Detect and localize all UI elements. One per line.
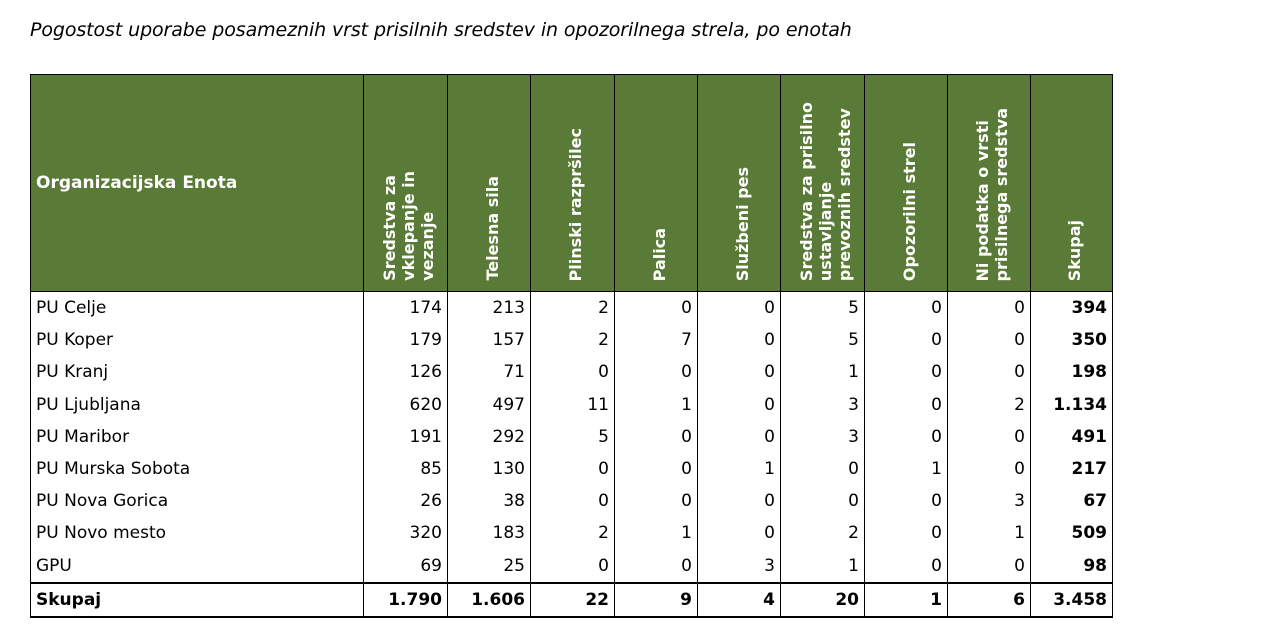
unit-name: PU Kranj xyxy=(31,356,364,388)
unit-name: PU Nova Gorica xyxy=(31,485,364,517)
table-cell: 0 xyxy=(615,485,698,517)
column-header-label: Telesna sila xyxy=(482,176,502,281)
table-cell: 0 xyxy=(698,356,781,388)
column-header-label: Skupaj xyxy=(1065,219,1084,281)
table-cell: 191 xyxy=(364,421,448,453)
total-cell: 1 xyxy=(865,583,948,617)
table-row xyxy=(31,292,1113,325)
column-header xyxy=(448,75,531,292)
column-header-label: Ni podatka o vrsti prisilnega sredstva xyxy=(973,107,1011,281)
table-cell: 3 xyxy=(781,421,865,453)
row-total: 394 xyxy=(1031,292,1113,325)
row-total: 98 xyxy=(1031,550,1113,583)
row-total: 350 xyxy=(1031,324,1113,356)
table-cell: 0 xyxy=(698,421,781,453)
table-cell: 1 xyxy=(781,356,865,388)
table-cell: 38 xyxy=(448,485,531,517)
table-cell: 2 xyxy=(531,517,615,549)
column-header xyxy=(698,75,781,292)
table-cell: 0 xyxy=(948,356,1031,388)
table-cell: 25 xyxy=(448,550,531,583)
table-cell: 0 xyxy=(615,356,698,388)
table-row xyxy=(31,356,1113,388)
row-total: 67 xyxy=(1031,485,1113,517)
table-cell: 85 xyxy=(364,453,448,485)
table-body xyxy=(31,292,1113,583)
table-cell: 620 xyxy=(364,389,448,421)
table-cell: 0 xyxy=(615,550,698,583)
table-cell: 0 xyxy=(531,356,615,388)
table-row xyxy=(31,485,1113,517)
table-cell: 320 xyxy=(364,517,448,549)
total-cell: 3.458 xyxy=(1031,583,1113,617)
table-cell: 0 xyxy=(948,453,1031,485)
table-cell: 0 xyxy=(698,517,781,549)
table-cell: 0 xyxy=(698,389,781,421)
table-cell: 183 xyxy=(448,517,531,549)
table-cell: 0 xyxy=(615,453,698,485)
table-cell: 497 xyxy=(448,389,531,421)
table-cell: 3 xyxy=(948,485,1031,517)
table-cell: 0 xyxy=(948,421,1031,453)
table-cell: 3 xyxy=(698,550,781,583)
table-cell: 0 xyxy=(948,324,1031,356)
column-header-unit: Organizacijska Enota xyxy=(31,75,364,292)
total-cell: 1.790 xyxy=(364,583,448,617)
row-total: 1.134 xyxy=(1031,389,1113,421)
table-cell: 157 xyxy=(448,324,531,356)
table-cell: 2 xyxy=(531,292,615,325)
table-cell: 2 xyxy=(948,389,1031,421)
column-header xyxy=(364,75,448,292)
table-cell: 0 xyxy=(531,485,615,517)
table-cell: 0 xyxy=(865,421,948,453)
unit-name: PU Novo mesto xyxy=(31,517,364,549)
unit-name: GPU xyxy=(31,550,364,583)
table-row xyxy=(31,517,1113,549)
table-cell: 1 xyxy=(615,389,698,421)
table-cell: 71 xyxy=(448,356,531,388)
table-cell: 126 xyxy=(364,356,448,388)
table-cell: 1 xyxy=(865,453,948,485)
table-cell: 5 xyxy=(531,421,615,453)
column-header xyxy=(1031,75,1113,292)
total-label: Skupaj xyxy=(31,583,364,617)
header-row xyxy=(31,75,1113,292)
total-cell: 22 xyxy=(531,583,615,617)
column-header xyxy=(615,75,698,292)
table-cell: 0 xyxy=(615,421,698,453)
table-row xyxy=(31,389,1113,421)
table-cell: 0 xyxy=(531,453,615,485)
total-row xyxy=(31,583,1113,617)
table-cell: 1 xyxy=(948,517,1031,549)
table-cell: 0 xyxy=(865,356,948,388)
row-total: 217 xyxy=(1031,453,1113,485)
table-cell: 0 xyxy=(698,292,781,325)
table-cell: 0 xyxy=(698,485,781,517)
total-cell: 6 xyxy=(948,583,1031,617)
total-cell: 4 xyxy=(698,583,781,617)
table-cell: 69 xyxy=(364,550,448,583)
total-cell: 1.606 xyxy=(448,583,531,617)
table-cell: 0 xyxy=(948,292,1031,325)
unit-name: PU Murska Sobota xyxy=(31,453,364,485)
table-cell: 0 xyxy=(781,485,865,517)
table-cell: 0 xyxy=(698,324,781,356)
table-cell: 0 xyxy=(865,389,948,421)
table-cell: 0 xyxy=(615,292,698,325)
table-cell: 1 xyxy=(698,453,781,485)
table-cell: 5 xyxy=(781,324,865,356)
column-header-label: Opozorilni strel xyxy=(899,141,919,281)
table-cell: 7 xyxy=(615,324,698,356)
table-cell: 11 xyxy=(531,389,615,421)
table-cell: 2 xyxy=(531,324,615,356)
table-cell: 174 xyxy=(364,292,448,325)
table-cell: 179 xyxy=(364,324,448,356)
table-row xyxy=(31,453,1113,485)
table-row xyxy=(31,324,1113,356)
table-cell: 1 xyxy=(615,517,698,549)
row-total: 491 xyxy=(1031,421,1113,453)
column-header xyxy=(781,75,865,292)
table-cell: 0 xyxy=(948,550,1031,583)
column-header xyxy=(531,75,615,292)
column-header-label: Službeni pes xyxy=(732,166,752,281)
column-header-label: Palica xyxy=(649,227,669,281)
table-cell: 130 xyxy=(448,453,531,485)
table-cell: 0 xyxy=(865,324,948,356)
column-header-label: Sredstva za prisilno ustavljanje prevoznih sredstev xyxy=(797,101,854,281)
table-row xyxy=(31,550,1113,583)
usage-table xyxy=(30,74,1113,618)
total-cell: 20 xyxy=(781,583,865,617)
unit-name: PU Ljubljana xyxy=(31,389,364,421)
unit-name: PU Celje xyxy=(31,292,364,325)
table-cell: 292 xyxy=(448,421,531,453)
column-header-label: Plinski razpršilec xyxy=(566,127,585,281)
column-header-label: Sredstva za vklepanje in vezanje xyxy=(380,171,437,281)
table-cell: 3 xyxy=(781,389,865,421)
table-cell: 0 xyxy=(865,485,948,517)
table-caption: Pogostost uporabe posameznih vrst prisilnih sredstev in opozorilnega strela, po enotah xyxy=(30,19,852,41)
row-total: 198 xyxy=(1031,356,1113,388)
row-total: 509 xyxy=(1031,517,1113,549)
table-row xyxy=(31,421,1113,453)
total-cell: 9 xyxy=(615,583,698,617)
table-cell: 1 xyxy=(781,550,865,583)
column-header xyxy=(865,75,948,292)
table-cell: 213 xyxy=(448,292,531,325)
table-cell: 2 xyxy=(781,517,865,549)
unit-name: PU Maribor xyxy=(31,421,364,453)
table-cell: 0 xyxy=(531,550,615,583)
unit-name: PU Koper xyxy=(31,324,364,356)
table-cell: 0 xyxy=(865,292,948,325)
table-cell: 5 xyxy=(781,292,865,325)
table-cell: 26 xyxy=(364,485,448,517)
table-cell: 0 xyxy=(781,453,865,485)
table-cell: 0 xyxy=(865,517,948,549)
table-cell: 0 xyxy=(865,550,948,583)
column-header xyxy=(948,75,1031,292)
